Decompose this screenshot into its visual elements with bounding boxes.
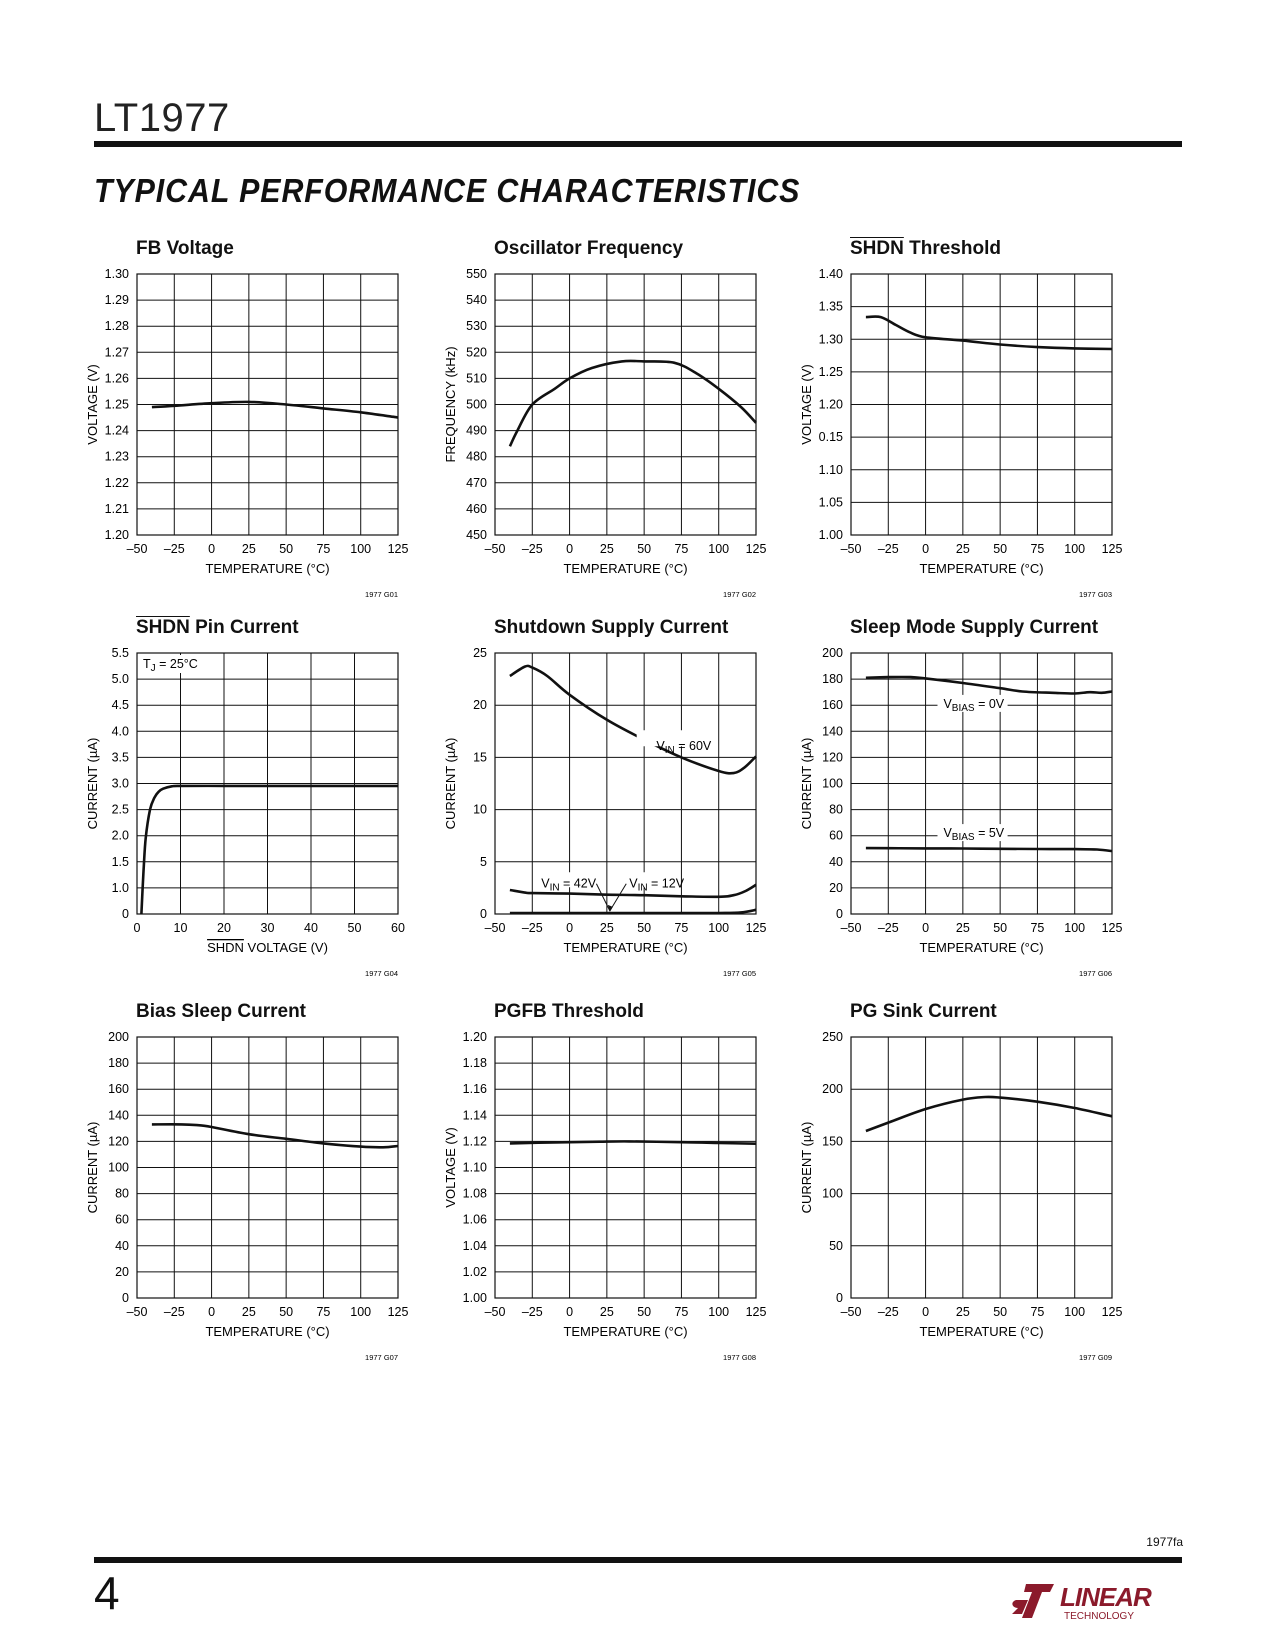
x-tick-label: 75 <box>674 921 689 935</box>
y-tick-label: 1.00 <box>462 1291 487 1305</box>
y-tick-label: 120 <box>822 750 843 765</box>
chart-fb-voltage <box>82 238 482 618</box>
y-tick-label: 5.5 <box>111 646 129 660</box>
chart-oscillator-frequency <box>440 238 840 618</box>
x-tick-label: 25 <box>955 921 970 935</box>
y-tick-label: 0 <box>122 907 129 921</box>
y-axis-label: CURRENT (µA) <box>799 1121 814 1214</box>
x-tick-label: –50 <box>840 1305 862 1319</box>
y-tick-label: 40 <box>115 1238 129 1253</box>
y-tick-label: 1.00 <box>818 528 843 542</box>
y-tick-label: 20 <box>473 698 487 713</box>
x-axis-label: TEMPERATURE (°C) <box>563 561 688 576</box>
y-axis-label: FREQUENCY (kHz) <box>443 346 458 463</box>
doc-code: 1977fa <box>1146 1535 1183 1549</box>
y-tick-label: 1.05 <box>818 495 843 510</box>
x-tick-label: 125 <box>745 921 767 935</box>
x-tick-label: –25 <box>521 921 543 935</box>
x-tick-label: 100 <box>350 1305 372 1319</box>
y-tick-label: 4.5 <box>111 698 129 713</box>
x-tick-label: 75 <box>1030 1305 1045 1319</box>
chart-title-rest: Threshold <box>903 238 1001 259</box>
chart-sleep-mode-supply-current <box>796 617 1196 997</box>
x-tick-label: 125 <box>387 1305 409 1319</box>
x-tick-label: 25 <box>599 1305 614 1319</box>
plot-frame <box>495 653 756 914</box>
figure-code: 1977 G01 <box>365 590 398 599</box>
y-axis-label: VOLTAGE (V) <box>799 364 814 445</box>
y-tick-label: 530 <box>466 319 487 334</box>
y-tick-label: 1.26 <box>104 371 129 386</box>
footer-rule <box>94 1557 1182 1563</box>
x-tick-label: 50 <box>637 921 652 935</box>
x-tick-label: 125 <box>387 542 409 556</box>
x-tick-label: –25 <box>521 542 543 556</box>
x-tick-label: 50 <box>279 542 294 556</box>
x-tick-label: 50 <box>993 542 1008 556</box>
x-tick-label: 50 <box>279 1305 294 1319</box>
x-tick-label: 125 <box>745 1305 767 1319</box>
x-axis-label: TEMPERATURE (°C) <box>205 1324 330 1339</box>
x-tick-label: 100 <box>708 542 730 556</box>
y-axis-label: VOLTAGE (V) <box>85 364 100 445</box>
y-tick-label: 1.25 <box>818 364 843 379</box>
y-tick-label: 1.10 <box>462 1160 487 1175</box>
page-number: 4 <box>94 1567 120 1619</box>
logo-text: LINEAR <box>1060 1582 1151 1612</box>
x-tick-label: 0 <box>566 921 574 935</box>
chart-title: Sleep Mode Supply Current <box>850 617 1099 638</box>
y-tick-label: 1.20 <box>462 1030 487 1044</box>
x-tick-label: 0 <box>133 921 141 935</box>
y-tick-label: 1.30 <box>818 332 843 347</box>
y-tick-label: 1.06 <box>462 1212 487 1227</box>
y-tick-label: 1.20 <box>104 528 129 542</box>
series-line <box>510 1141 756 1143</box>
x-axis-label: TEMPERATURE (°C) <box>919 940 1044 955</box>
x-tick-label: 50 <box>347 921 362 935</box>
y-tick-label: 480 <box>466 449 487 464</box>
y-tick-label: 20 <box>829 880 843 895</box>
x-tick-label: 0 <box>922 921 930 935</box>
x-tick-label: 30 <box>260 921 275 935</box>
y-tick-label: 0 <box>122 1291 129 1305</box>
x-tick-label: 0 <box>566 1305 574 1319</box>
series-label: $V_{IN} = 12V$ <box>629 876 685 894</box>
linear-technology-logo <box>1008 1578 1188 1622</box>
x-tick-label: –25 <box>877 1305 899 1319</box>
y-tick-label: 1.30 <box>104 267 129 281</box>
y-tick-label: 0 <box>836 1291 843 1305</box>
series-label: $V_{IN} = 42V$ <box>541 876 597 894</box>
y-tick-label: 1.16 <box>462 1082 487 1097</box>
y-tick-label: 1.12 <box>462 1134 487 1149</box>
y-tick-label: 540 <box>466 293 487 308</box>
y-tick-label: 1.21 <box>104 501 129 516</box>
y-tick-label: 2.5 <box>111 802 129 817</box>
x-tick-label: –50 <box>484 542 506 556</box>
x-tick-label: –25 <box>163 542 185 556</box>
y-tick-label: 25 <box>473 646 487 660</box>
y-axis-label: CURRENT (µA) <box>85 1121 100 1214</box>
x-tick-label: –50 <box>840 921 862 935</box>
chart-title: Oscillator Frequency <box>494 238 684 259</box>
x-tick-label: 25 <box>241 542 256 556</box>
x-axis-label: TEMPERATURE (°C) <box>205 561 330 576</box>
y-tick-label: 15 <box>473 750 487 765</box>
y-tick-label: 1.40 <box>818 267 843 281</box>
figure-code: 1977 G06 <box>1079 969 1112 978</box>
x-tick-label: 50 <box>993 921 1008 935</box>
x-axis-label: TEMPERATURE (°C) <box>563 940 688 955</box>
chart-pg-sink-current <box>796 1001 1196 1381</box>
y-tick-label: 200 <box>822 646 843 660</box>
figure-code: 1977 G02 <box>723 590 756 599</box>
chart-title: Shutdown Supply Current <box>494 617 729 638</box>
x-tick-label: 125 <box>1101 1305 1123 1319</box>
y-tick-label: 160 <box>108 1082 129 1097</box>
y-tick-label: 160 <box>822 698 843 713</box>
x-tick-label: 100 <box>1064 921 1086 935</box>
figure-code: 1977 G09 <box>1079 1353 1112 1362</box>
y-tick-label: 500 <box>466 397 487 412</box>
chart-shdn-threshold <box>796 238 1196 618</box>
x-tick-label: 0 <box>208 1305 216 1319</box>
y-tick-label: 1.14 <box>462 1108 487 1123</box>
x-tick-label: 75 <box>674 542 689 556</box>
figure-code: 1977 G08 <box>723 1353 756 1362</box>
x-tick-label: 100 <box>708 921 730 935</box>
x-tick-label: 125 <box>745 542 767 556</box>
y-tick-label: 3.0 <box>111 776 129 791</box>
y-tick-label: 460 <box>466 501 487 516</box>
y-tick-label: 200 <box>822 1082 843 1097</box>
x-tick-label: 100 <box>708 1305 730 1319</box>
x-tick-label: 0 <box>922 1305 930 1319</box>
y-tick-label: 0.15 <box>818 430 843 445</box>
chart-title-rest: Pin Current <box>189 617 299 638</box>
y-tick-label: 180 <box>822 672 843 687</box>
x-tick-label: 125 <box>1101 921 1123 935</box>
y-tick-label: 5 <box>480 854 487 869</box>
y-tick-label: 1.0 <box>111 880 129 895</box>
x-axis-label: SHDN VOLTAGE (V) <box>207 940 328 955</box>
annotation-tj: $T_J = 25^\circ C$ <box>143 657 198 674</box>
series-line <box>141 786 398 914</box>
y-tick-label: 1.28 <box>104 319 129 334</box>
series-label: $V_{BIAS} = 0V$ <box>943 696 1005 714</box>
plot-frame <box>851 1037 1112 1298</box>
x-tick-label: 75 <box>316 1305 331 1319</box>
chart-pgfb-threshold <box>440 1001 840 1381</box>
y-tick-label: 520 <box>466 345 487 360</box>
x-tick-label: –50 <box>840 542 862 556</box>
y-tick-label: 510 <box>466 371 487 386</box>
y-tick-label: 1.35 <box>818 299 843 314</box>
chart-shdn-pin-current <box>82 617 482 997</box>
y-tick-label: 550 <box>466 267 487 281</box>
figure-code: 1977 G04 <box>365 969 398 978</box>
x-tick-label: 10 <box>173 921 188 935</box>
chart-svg <box>796 238 1196 618</box>
y-tick-label: 450 <box>466 528 487 542</box>
y-axis-label: CURRENT (µA) <box>443 737 458 830</box>
y-tick-label: 1.04 <box>462 1238 487 1253</box>
chart-title: FB Voltage <box>136 238 234 259</box>
x-tick-label: 50 <box>637 1305 652 1319</box>
x-tick-label: 75 <box>1030 921 1045 935</box>
y-tick-label: 140 <box>108 1108 129 1123</box>
x-tick-label: 75 <box>1030 542 1045 556</box>
chart-title: PGFB Threshold <box>494 1001 644 1022</box>
series-label: $V_{IN} = 60V$ <box>656 738 712 756</box>
section-title: TYPICAL PERFORMANCE CHARACTERISTICS <box>94 172 801 209</box>
y-tick-label: 10 <box>473 802 487 817</box>
y-tick-label: 180 <box>108 1056 129 1071</box>
x-tick-label: 125 <box>1101 542 1123 556</box>
y-tick-label: 100 <box>822 776 843 791</box>
y-tick-label: 120 <box>108 1134 129 1149</box>
y-tick-label: 0 <box>480 907 487 921</box>
x-tick-label: 50 <box>637 542 652 556</box>
chart-svg <box>82 1001 482 1381</box>
chart-bias-sleep-current <box>82 1001 482 1381</box>
x-tick-label: –25 <box>163 1305 185 1319</box>
y-tick-label: 1.02 <box>462 1264 487 1279</box>
y-tick-label: 1.10 <box>818 462 843 477</box>
x-tick-label: –50 <box>484 1305 506 1319</box>
y-axis-label: VOLTAGE (V) <box>443 1127 458 1208</box>
y-tick-label: 1.22 <box>104 475 129 490</box>
x-axis-label: TEMPERATURE (°C) <box>919 561 1044 576</box>
y-tick-label: 490 <box>466 423 487 438</box>
y-tick-label: 100 <box>108 1160 129 1175</box>
chart-svg <box>440 1001 840 1381</box>
x-tick-label: 25 <box>955 542 970 556</box>
y-tick-label: 470 <box>466 475 487 490</box>
x-tick-label: –25 <box>877 542 899 556</box>
y-tick-label: 80 <box>115 1186 129 1201</box>
y-tick-label: 50 <box>829 1238 843 1253</box>
y-tick-label: 3.5 <box>111 750 129 765</box>
figure-code: 1977 G05 <box>723 969 756 978</box>
chart-svg <box>440 238 840 618</box>
y-tick-label: 1.5 <box>111 854 129 869</box>
x-tick-label: 0 <box>922 542 930 556</box>
y-axis-label: CURRENT (µA) <box>799 737 814 830</box>
x-tick-label: 100 <box>350 542 372 556</box>
x-tick-label: 25 <box>241 1305 256 1319</box>
x-tick-label: 0 <box>566 542 574 556</box>
x-tick-label: –25 <box>877 921 899 935</box>
x-tick-label: –25 <box>521 1305 543 1319</box>
header-rule <box>94 141 1182 147</box>
logo-subtext: TECHNOLOGY <box>1064 1611 1135 1622</box>
chart-svg <box>796 617 1196 997</box>
x-tick-label: 100 <box>1064 1305 1086 1319</box>
x-axis-label: TEMPERATURE (°C) <box>563 1324 688 1339</box>
y-tick-label: 60 <box>115 1212 129 1227</box>
y-tick-label: 1.29 <box>104 293 129 308</box>
y-tick-label: 1.27 <box>104 345 129 360</box>
y-tick-label: 60 <box>829 828 843 843</box>
leader-line <box>596 884 609 911</box>
y-tick-label: 1.24 <box>104 423 129 438</box>
x-tick-label: –50 <box>126 542 148 556</box>
chart-title: PG Sink Current <box>850 1001 997 1022</box>
y-tick-label: 1.25 <box>104 397 129 412</box>
x-tick-label: –50 <box>484 921 506 935</box>
y-tick-label: 40 <box>829 854 843 869</box>
y-tick-label: 140 <box>822 724 843 739</box>
x-axis-label: TEMPERATURE (°C) <box>919 1324 1044 1339</box>
y-tick-label: 1.20 <box>818 397 843 412</box>
chart-svg <box>796 1001 1196 1381</box>
y-tick-label: 5.0 <box>111 672 129 687</box>
y-tick-label: 1.23 <box>104 449 129 464</box>
y-tick-label: 250 <box>822 1030 843 1044</box>
y-tick-label: 20 <box>115 1264 129 1279</box>
x-tick-label: 75 <box>316 542 331 556</box>
y-tick-label: 200 <box>108 1030 129 1044</box>
y-tick-label: 2.0 <box>111 828 129 843</box>
chart-title-overlined: SHDN <box>850 238 904 259</box>
x-tick-label: 25 <box>599 921 614 935</box>
y-tick-label: 0 <box>836 907 843 921</box>
x-tick-label: 75 <box>674 1305 689 1319</box>
figure-code: 1977 G07 <box>365 1353 398 1362</box>
y-tick-label: 150 <box>822 1134 843 1149</box>
x-tick-label: 50 <box>993 1305 1008 1319</box>
chart-title-overlined: SHDN <box>136 617 190 638</box>
x-tick-label: 25 <box>955 1305 970 1319</box>
x-tick-label: –50 <box>126 1305 148 1319</box>
y-tick-label: 100 <box>822 1186 843 1201</box>
figure-code: 1977 G03 <box>1079 590 1112 599</box>
series-label: $V_{BIAS} = 5V$ <box>943 826 1005 844</box>
chart-shutdown-supply-current <box>440 617 840 997</box>
chart-svg <box>82 617 482 997</box>
x-tick-label: 25 <box>599 542 614 556</box>
y-tick-label: 1.08 <box>462 1186 487 1201</box>
x-tick-label: 100 <box>1064 542 1086 556</box>
x-tick-label: 0 <box>208 542 216 556</box>
chart-title: Bias Sleep Current <box>136 1001 306 1022</box>
y-tick-label: 4.0 <box>111 724 129 739</box>
y-tick-label: 80 <box>829 802 843 817</box>
chart-svg <box>440 617 840 997</box>
y-tick-label: 1.18 <box>462 1056 487 1071</box>
chart-svg <box>82 238 482 618</box>
x-tick-label: 20 <box>217 921 231 935</box>
lt-logo-icon <box>1012 1584 1054 1618</box>
part-number: LT1977 <box>94 96 230 140</box>
y-axis-label: CURRENT (µA) <box>85 737 100 830</box>
x-tick-label: 60 <box>391 921 405 935</box>
x-tick-label: 40 <box>304 921 318 935</box>
